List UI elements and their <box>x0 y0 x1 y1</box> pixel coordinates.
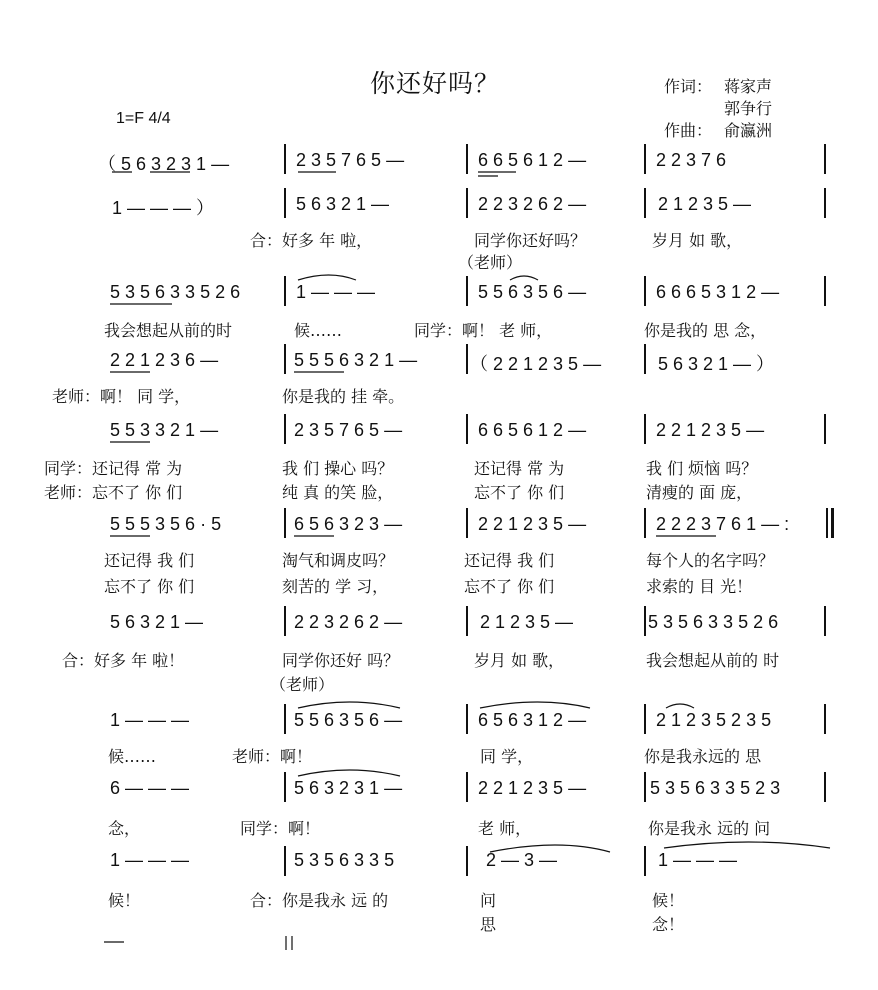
barline <box>644 704 646 734</box>
barline <box>466 846 468 876</box>
lyric-line: 你是我的 思 念， <box>644 321 767 340</box>
lyric-line: 每个人的名字吗？ <box>646 551 775 570</box>
lyric-line: 我 们 烦恼 吗？ <box>646 459 758 478</box>
lyricist-1: 蒋家声 <box>724 77 773 96</box>
measure: 2 2 3 2 6 2 — <box>294 612 403 632</box>
measure: 1 — — — <box>296 282 376 302</box>
lyric-line: 同 学， <box>480 747 534 766</box>
lyric-line: 岁月 如 歌， <box>474 651 565 670</box>
measure: （ 2 2 1 2 3 5 — <box>470 354 602 374</box>
measure: 5 5 3 3 2 1 — <box>110 420 219 440</box>
barline <box>466 704 468 734</box>
barline <box>644 344 646 374</box>
measure: 5 3 5 6 3 3 5 2 6 <box>648 612 779 632</box>
lyricist-2: 郭争行 <box>724 99 773 118</box>
measure: 5 5 6 3 5 6 — <box>478 282 587 302</box>
lyric-line: 你是我的 挂 牵。 <box>282 387 405 406</box>
measure: 6 6 5 6 1 2 — <box>478 150 587 170</box>
measure: 1 — — — <box>110 850 190 870</box>
repeat-barline <box>826 508 828 538</box>
barline <box>644 188 646 218</box>
measure: 2 2 1 2 3 6 — <box>110 350 219 370</box>
barline <box>466 276 468 306</box>
measure: 6 5 6 3 1 2 — <box>478 710 587 730</box>
measure: 2 1 2 3 5 2 3 5 <box>656 710 772 730</box>
measure: 5 5 5 3 5 6 · 5 <box>110 514 222 534</box>
lyric-line: 老师：啊！ <box>232 747 313 766</box>
measure: （ 5 6 3 2 3 1 — <box>98 154 230 174</box>
measure: 2 2 3 7 6 <box>656 150 727 170</box>
lyric-line: 淘气和调皮吗？ <box>282 551 395 570</box>
measure: 2 2 2 3 7 6 1 — : <box>656 514 790 534</box>
barline <box>644 606 646 636</box>
measure: 5 3 5 6 3 3 5 2 3 <box>650 778 781 798</box>
lyric-line: 还记得 常 为 <box>474 459 565 478</box>
barline <box>466 414 468 444</box>
lyric-line: 候！ <box>652 891 685 910</box>
lyric-line: 我 们 操心 吗？ <box>282 459 394 478</box>
lyric-line: 同学：还记得 常 为 <box>44 459 183 478</box>
measure: 2 1 2 3 5 — <box>658 194 752 214</box>
barline <box>284 276 286 306</box>
lyric-line: 候…… <box>108 747 157 766</box>
lyric-line: 候…… <box>294 321 343 340</box>
measure: 6 6 6 5 3 1 2 — <box>656 282 780 302</box>
measure: 5 6 3 2 3 1 — <box>294 778 403 798</box>
key-signature: 1=F 4/4 <box>116 110 171 127</box>
lyric-line: 你是我永远的 思 <box>644 747 762 766</box>
lyric-line: 候！ <box>108 891 141 910</box>
barline <box>284 508 286 538</box>
barline <box>284 846 286 876</box>
lyric-line: 老师：忘不了 你 们 <box>44 483 183 502</box>
lyricist-label: 作词： <box>664 77 713 96</box>
barline <box>284 144 286 174</box>
barline <box>824 276 826 306</box>
measure: 5 5 6 3 5 6 — <box>294 710 403 730</box>
barline <box>824 704 826 734</box>
repeat-barline-thick <box>831 508 834 538</box>
measure: 5 6 3 2 1 — <box>296 194 390 214</box>
song-title: 你还好吗？ <box>370 69 501 98</box>
barline <box>284 414 286 444</box>
lyric-line: 念， <box>108 819 141 838</box>
lyric-line: 清瘦的 面 庞， <box>646 483 753 502</box>
measure: 2 — 3 — <box>486 850 558 870</box>
composer-label: 作曲： <box>664 121 713 140</box>
lyric-line: 同学：啊！ 老 师， <box>414 321 553 340</box>
role-label: （老师） <box>270 675 335 694</box>
measure: 2 2 1 2 3 5 — <box>656 420 765 440</box>
lyric-line: 你是我永 远的 问 <box>648 819 771 838</box>
lyric-line: 岁月 如 歌， <box>652 231 743 250</box>
lyric-line: 念！ <box>652 915 685 934</box>
measure: 6 5 6 3 2 3 — <box>294 514 403 534</box>
lyric-line: 合：好多 年 啦！ <box>62 651 185 670</box>
lyric-line: 求索的 目 光！ <box>646 577 753 596</box>
barline <box>824 144 826 174</box>
barline <box>824 188 826 218</box>
barline <box>644 144 646 174</box>
lyric-line: 还记得 我 们 <box>464 551 555 570</box>
measure: 2 1 2 3 5 — <box>480 612 574 632</box>
barline <box>644 276 646 306</box>
lyric-line: 刻苦的 学 习， <box>282 577 389 596</box>
lyric-line: 同学你还好 吗？ <box>282 651 400 670</box>
barline <box>284 772 286 802</box>
lyric-line: 还记得 我 们 <box>104 551 195 570</box>
barline <box>284 188 286 218</box>
measure: 1 — — — <box>658 850 738 870</box>
lyric-line: 老师：啊！ 同 学， <box>52 387 191 406</box>
barline <box>466 144 468 174</box>
barline <box>824 414 826 444</box>
barline <box>644 508 646 538</box>
measure: 5 6 3 2 1 — <box>110 612 204 632</box>
lyric-line: 思 <box>480 915 497 934</box>
lyric-line: 纯 真 的笑 脸， <box>282 483 394 502</box>
barline <box>824 606 826 636</box>
lyric-line: 老 师， <box>478 819 532 838</box>
barline <box>284 344 286 374</box>
measure: 5 3 5 6 3 3 5 <box>294 850 395 870</box>
barline <box>466 508 468 538</box>
lyric-line: 同学你还好吗？ <box>474 231 587 250</box>
barline <box>466 188 468 218</box>
role-label: （老师） <box>458 253 523 272</box>
barline <box>284 606 286 636</box>
barline <box>644 772 646 802</box>
barline <box>644 846 646 876</box>
lyric-line: 同学：啊！ <box>240 819 321 838</box>
measure: 2 3 5 7 6 5 — <box>294 420 403 440</box>
barline <box>824 772 826 802</box>
measure: 2 2 1 2 3 5 — <box>478 778 587 798</box>
lyric-line: 我会想起从前的 时 <box>646 651 780 670</box>
barline <box>466 606 468 636</box>
lyric-line: 合：你是我永 远 的 <box>250 891 389 910</box>
measure: 2 3 5 7 6 5 — <box>296 150 405 170</box>
barline <box>466 344 468 374</box>
lyric-line: 合：好多 年 啦， <box>250 231 373 250</box>
lyric-line: 忘不了 你 们 <box>464 577 555 596</box>
barline <box>284 704 286 734</box>
measure: 5 3 5 6 3 3 5 2 6 <box>110 282 241 302</box>
barline <box>466 772 468 802</box>
lyric-line: 忘不了 你 们 <box>104 577 195 596</box>
measure: 6 6 5 6 1 2 — <box>478 420 587 440</box>
lyric-line: 忘不了 你 们 <box>474 483 565 502</box>
lyric-line: 问 <box>480 891 497 910</box>
lyric-line: 我会想起从前的时 <box>104 321 233 340</box>
measure: 1 — — — ） <box>112 198 215 218</box>
measure: 5 6 3 2 1 — ） <box>658 354 775 374</box>
composer: 俞瀛洲 <box>724 121 773 140</box>
measure: 2 2 3 2 6 2 — <box>478 194 587 214</box>
measure: 2 2 1 2 3 5 — <box>478 514 587 534</box>
measure: 1 — — — <box>110 710 190 730</box>
measure: 6 — — — <box>110 778 190 798</box>
measure: 5 5 5 6 3 2 1 — <box>294 350 418 370</box>
barline <box>644 414 646 444</box>
